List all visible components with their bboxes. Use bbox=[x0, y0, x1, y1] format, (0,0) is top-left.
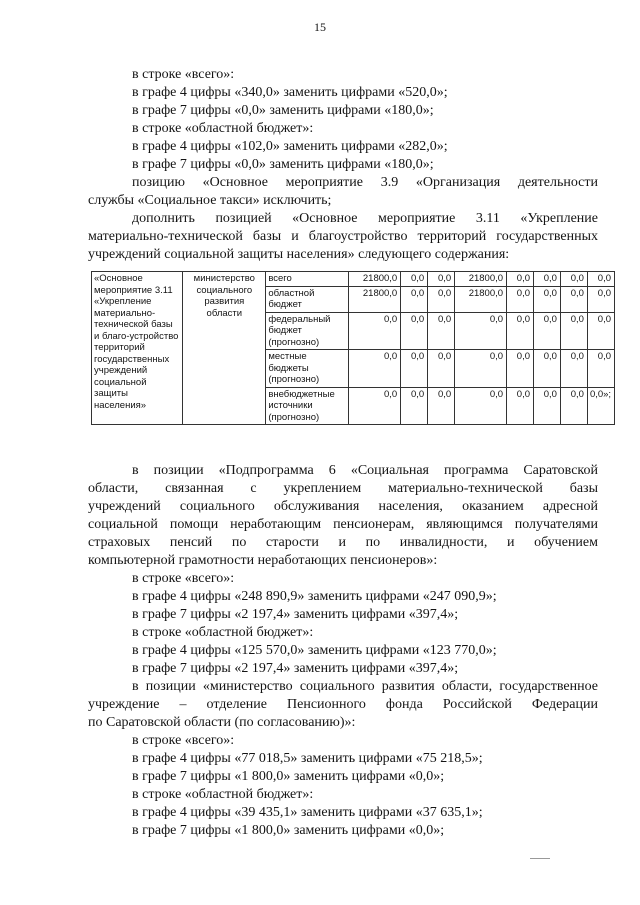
text-line: учреждений социальной защиты населения» следующего содержания: bbox=[88, 247, 510, 262]
text-line: по Саратовской области (по согласованию)»: bbox=[88, 715, 356, 730]
text-line: в строке «всего»: bbox=[132, 733, 235, 748]
page-number: 15 bbox=[314, 20, 326, 34]
value-cell: 0,0 bbox=[507, 272, 534, 287]
text-line: учреждений социального обслуживания населения, оказанием адресной bbox=[88, 499, 598, 514]
value-cell: 0,0 bbox=[349, 350, 401, 388]
value-cell: 21800,0 bbox=[349, 272, 401, 287]
text-line: в графе 4 цифры «39 435,1» заменить цифрами «37 635,1»; bbox=[132, 805, 483, 820]
text-line: в позиции «министерство социального развития области, государственное bbox=[132, 679, 598, 694]
source-label-cell: внебюджетные источники (прогнозно) bbox=[266, 387, 349, 425]
text-line: социальной помощи неработающим пенсионерам, являющимся получателями bbox=[88, 517, 598, 532]
value-cell: 0,0 bbox=[534, 272, 561, 287]
value-cell: 21800,0 bbox=[349, 286, 401, 312]
source-label-cell: местные бюджеты (прогнозно) bbox=[266, 350, 349, 388]
value-cell: 0,0 bbox=[428, 286, 455, 312]
text-line: позицию «Основное мероприятие 3.9 «Организация деятельности bbox=[132, 175, 598, 190]
text-line: в графе 4 цифры «248 890,9» заменить цифрами «247 090,9»; bbox=[132, 589, 497, 604]
value-cell: 0,0 bbox=[560, 286, 587, 312]
value-cell: 0,0 bbox=[455, 350, 507, 388]
text-line: в графе 4 цифры «77 018,5» заменить цифрами «75 218,5»; bbox=[132, 751, 483, 766]
value-cell: 0,0 bbox=[560, 272, 587, 287]
text-line: в строке «всего»: bbox=[132, 67, 235, 82]
text-line: области, связанная с укреплением материально-технической базы bbox=[88, 481, 598, 496]
amendments-block-1 bbox=[88, 66, 598, 264]
value-cell: 0,0 bbox=[587, 286, 614, 312]
text-line: страховых пенсий по старости и по инвалидности, и обучением bbox=[88, 535, 598, 550]
text-line: учреждение – отделение Пенсионного фонда Российской Федерации bbox=[88, 697, 598, 712]
value-cell: 0,0 bbox=[534, 350, 561, 388]
value-cell: 0,0 bbox=[560, 312, 587, 350]
text-line: в графе 7 цифры «0,0» заменить цифрами «180,0»; bbox=[132, 157, 434, 172]
text-line: в графе 4 цифры «102,0» заменить цифрами «282,0»; bbox=[132, 139, 448, 154]
text-line: в графе 7 цифры «2 197,4» заменить цифрами «397,4»; bbox=[132, 661, 459, 676]
value-cell: 0,0 bbox=[428, 272, 455, 287]
value-cell: 0,0 bbox=[401, 286, 428, 312]
table-row bbox=[92, 272, 615, 287]
text-line: в строке «областной бюджет»: bbox=[132, 121, 314, 136]
program-table bbox=[91, 271, 615, 425]
value-cell: 0,0 bbox=[534, 387, 561, 425]
value-cell: 0,0 bbox=[534, 312, 561, 350]
source-label-cell: всего bbox=[266, 272, 349, 287]
value-cell: 0,0»; bbox=[587, 387, 614, 425]
value-cell: 0,0 bbox=[560, 350, 587, 388]
value-cell: 0,0 bbox=[428, 387, 455, 425]
text-line: в графе 4 цифры «125 570,0» заменить цифрами «123 770,0»; bbox=[132, 643, 497, 658]
text-line: в графе 4 цифры «340,0» заменить цифрами «520,0»; bbox=[132, 85, 448, 100]
value-cell: 0,0 bbox=[401, 272, 428, 287]
value-cell: 0,0 bbox=[428, 350, 455, 388]
value-cell: 0,0 bbox=[428, 312, 455, 350]
value-cell: 0,0 bbox=[507, 312, 534, 350]
executor-cell: министерство социального развития области bbox=[183, 272, 266, 425]
source-label-cell: областной бюджет bbox=[266, 286, 349, 312]
text-line: в графе 7 цифры «1 800,0» заменить цифрами «0,0»; bbox=[132, 769, 445, 784]
text-line: в строке «всего»: bbox=[132, 571, 235, 586]
value-cell: 21800,0 bbox=[455, 286, 507, 312]
value-cell: 21800,0 bbox=[455, 272, 507, 287]
value-cell: 0,0 bbox=[507, 350, 534, 388]
source-label-cell: федеральный бюджет (прогнозно) bbox=[266, 312, 349, 350]
event-cell: «Основное мероприятие 3.11 «Укрепление материально-технической базы и благо-устройство территорий государственных учреждений социальной защиты населения» bbox=[92, 272, 183, 425]
text-line: дополнить позицией «Основное мероприятие 3.11 «Укрепление bbox=[132, 211, 598, 226]
value-cell: 0,0 bbox=[401, 387, 428, 425]
value-cell: 0,0 bbox=[401, 312, 428, 350]
scan-mark bbox=[530, 858, 550, 859]
value-cell: 0,0 bbox=[455, 387, 507, 425]
text-line: в позиции «Подпрограмма 6 «Социальная программа Саратовской bbox=[132, 463, 598, 478]
value-cell: 0,0 bbox=[349, 312, 401, 350]
value-cell: 0,0 bbox=[587, 272, 614, 287]
amendments-block-2 bbox=[88, 462, 598, 840]
text-line: в графе 7 цифры «2 197,4» заменить цифрами «397,4»; bbox=[132, 607, 459, 622]
text-line: компьютерной грамотности неработающих пенсионеров»: bbox=[88, 553, 438, 568]
value-cell: 0,0 bbox=[587, 350, 614, 388]
value-cell: 0,0 bbox=[349, 387, 401, 425]
text-line: в графе 7 цифры «1 800,0» заменить цифрами «0,0»; bbox=[132, 823, 445, 838]
text-line: в строке «областной бюджет»: bbox=[132, 787, 314, 802]
text-line: в графе 7 цифры «0,0» заменить цифрами «180,0»; bbox=[132, 103, 434, 118]
value-cell: 0,0 bbox=[507, 387, 534, 425]
value-cell: 0,0 bbox=[507, 286, 534, 312]
value-cell: 0,0 bbox=[534, 286, 561, 312]
value-cell: 0,0 bbox=[587, 312, 614, 350]
text-line: службы «Социальное такси» исключить; bbox=[88, 193, 332, 208]
value-cell: 0,0 bbox=[455, 312, 507, 350]
value-cell: 0,0 bbox=[560, 387, 587, 425]
text-line: в строке «областной бюджет»: bbox=[132, 625, 314, 640]
value-cell: 0,0 bbox=[401, 350, 428, 388]
text-line: материально-технической базы и благоустройство территорий государственных bbox=[88, 229, 598, 244]
